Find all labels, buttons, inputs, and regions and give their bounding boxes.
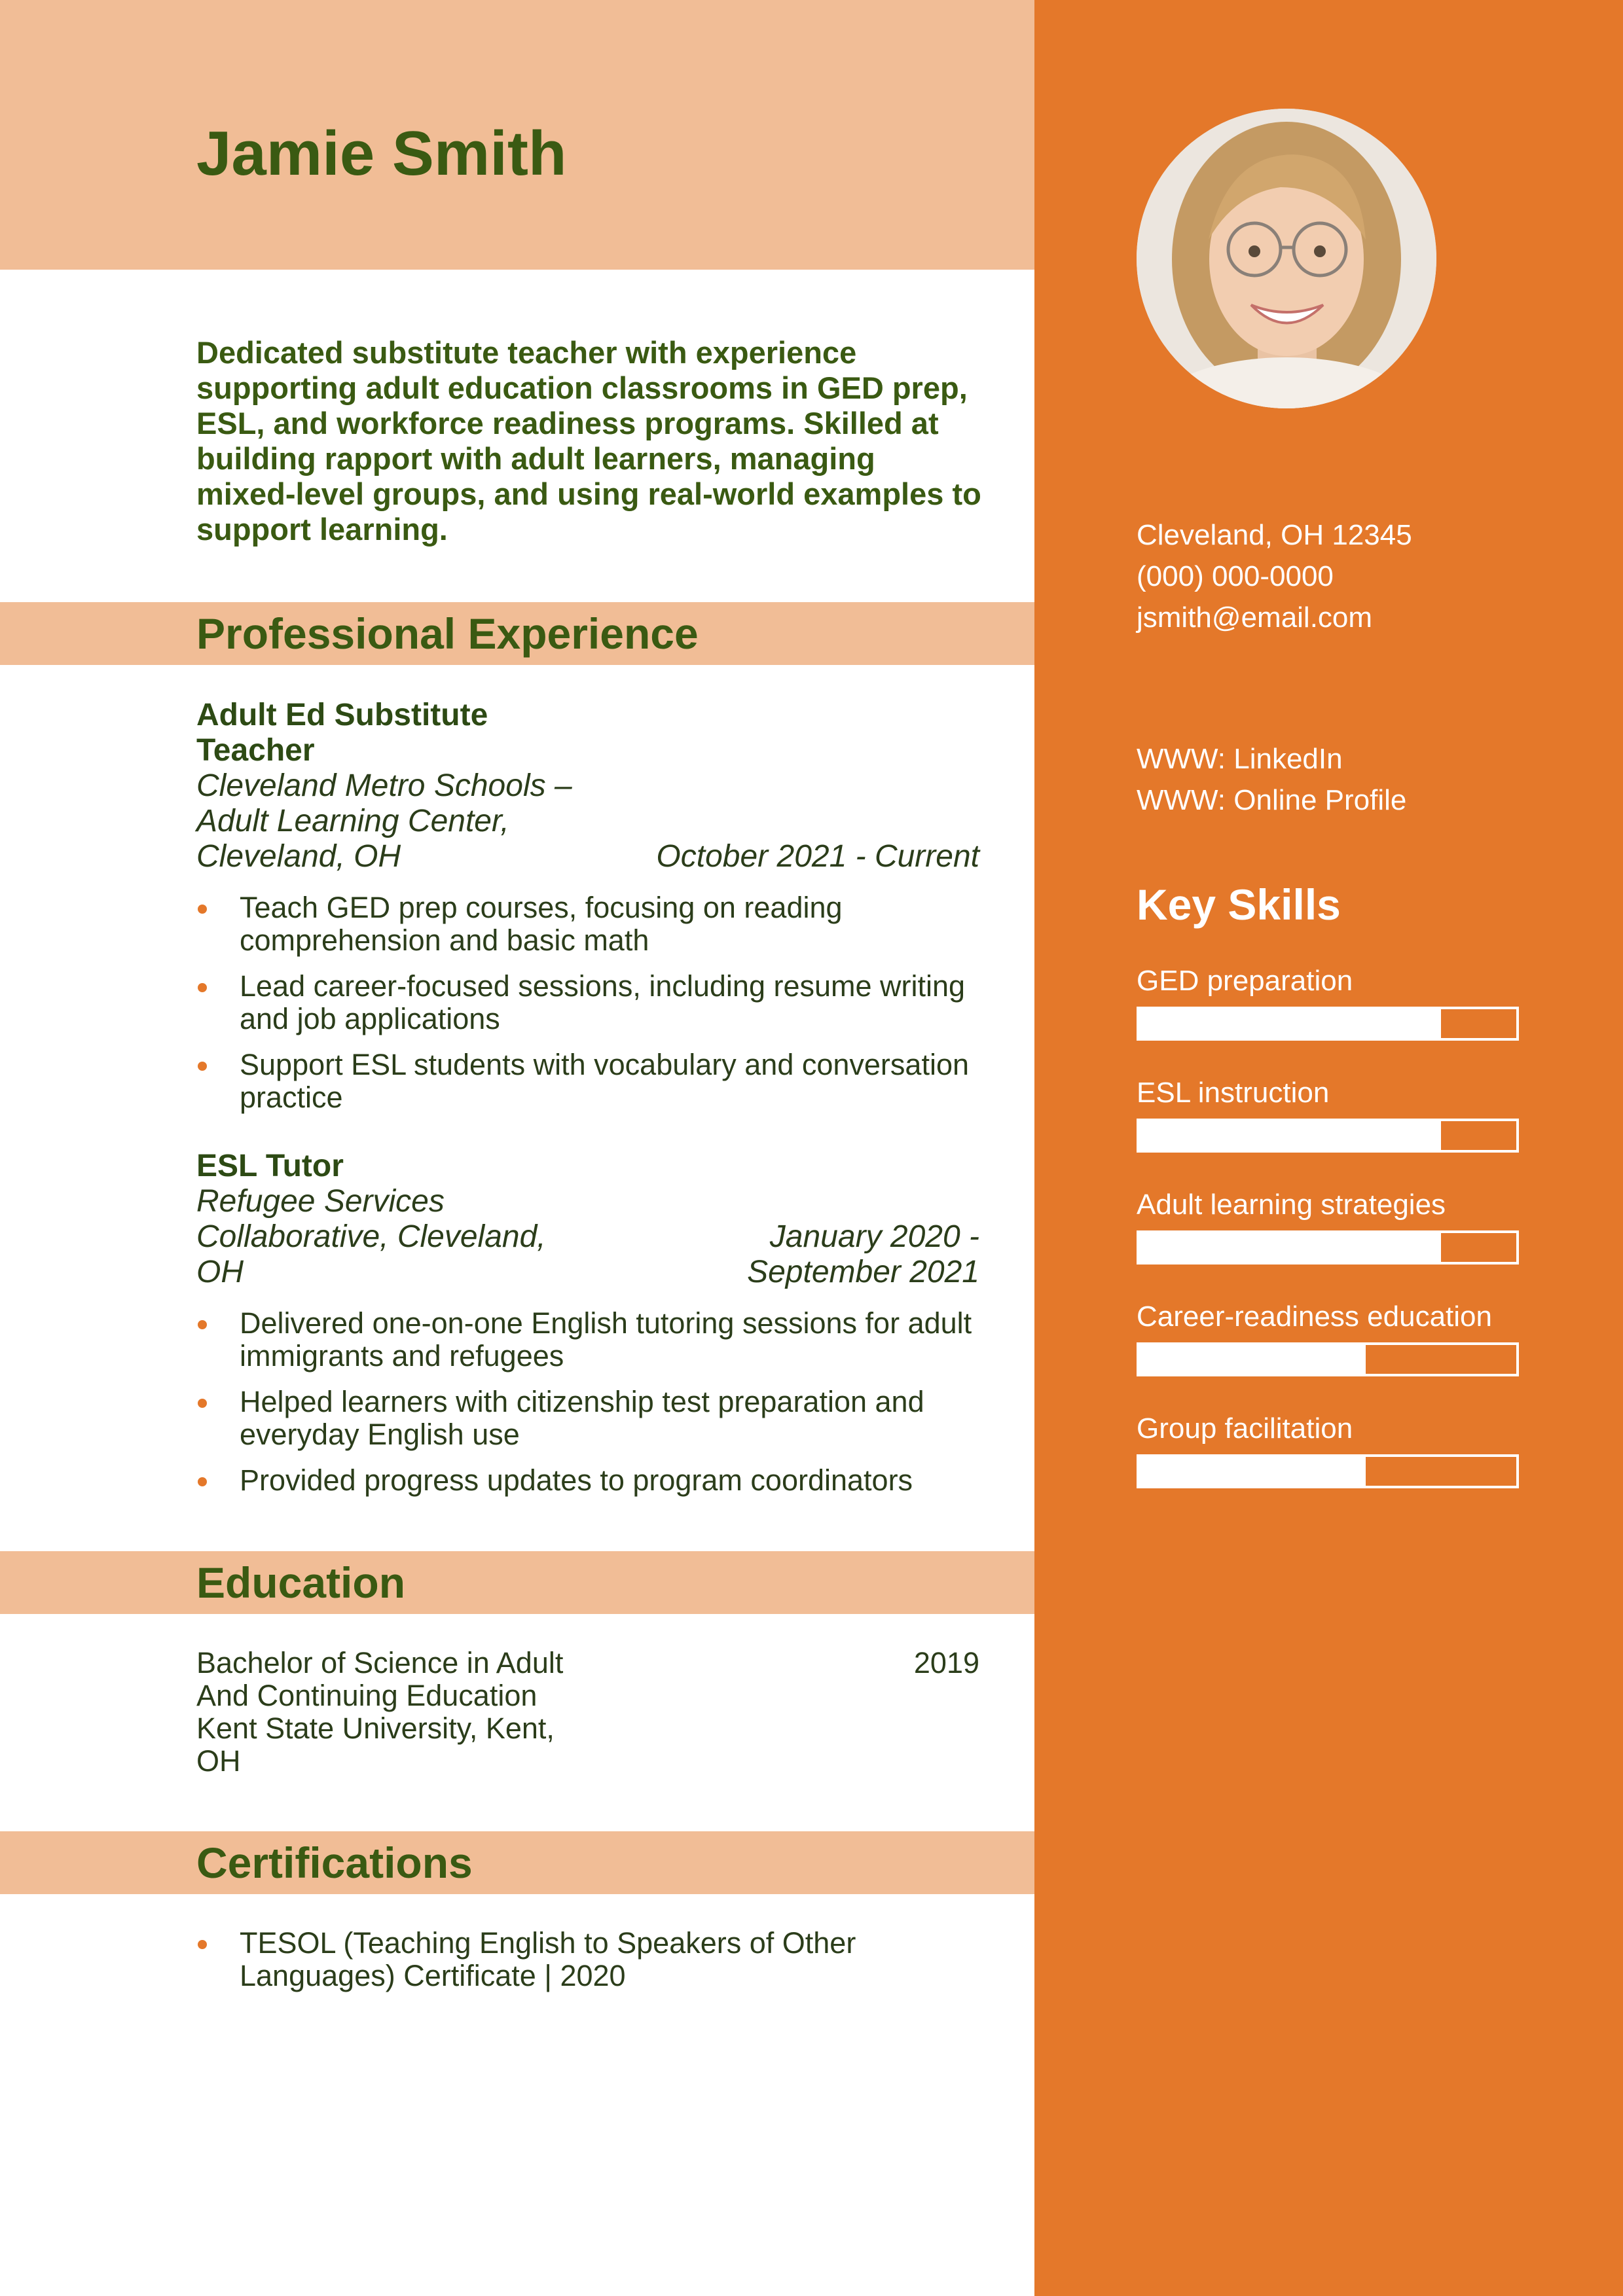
avatar (1137, 109, 1436, 408)
contact-block (1137, 514, 1412, 638)
education-school: Kent State University, Kent, OH (196, 1712, 555, 1778)
links-block (1137, 738, 1406, 821)
list-item: TESOL (Teaching English to Speakers of Other Languages) Certificate | 2020 (196, 1927, 979, 1992)
linkedin-link[interactable]: WWW: LinkedIn (1137, 743, 1343, 775)
education-heading: Education (196, 1558, 406, 1607)
summary-text: Dedicated substitute teacher with experience supporting adult education classrooms in GED prep, ESL, and workforce readiness programs. Skilled at building rapport with adult learners, managing mixed-level groups, and using real-world examples to support learning. (196, 335, 981, 547)
job-date: January 2020 - September 2021 (747, 1219, 979, 1289)
education-entry (196, 1647, 979, 1778)
job-organization: Cleveland Metro Schools – Adult Learning Center, Cleveland, OH (196, 768, 572, 874)
certifications-band (0, 1831, 1034, 1894)
skill-label: Adult learning strategies (1137, 1189, 1446, 1221)
skill-bar (1137, 1454, 1519, 1488)
portrait-photo-icon (1137, 109, 1436, 408)
list-item: Support ESL students with vocabulary and conversation practice (196, 1049, 979, 1114)
skill-label: ESL instruction (1137, 1077, 1330, 1109)
education-band (0, 1551, 1034, 1614)
contact-phone: (000) 000-0000 (1137, 560, 1334, 592)
education-degree: Bachelor of Science in Adult And Continuing Education (196, 1646, 564, 1712)
contact-address: Cleveland, OH 12345 (1137, 519, 1412, 551)
skill-bar (1137, 1230, 1519, 1265)
skill-item (1137, 1075, 1519, 1153)
sidebar (1034, 0, 1623, 2296)
skill-item (1137, 1411, 1519, 1488)
list-item: Provided progress updates to program coordinators (196, 1464, 979, 1497)
education-year: 2019 (913, 1646, 979, 1679)
job-bullets (196, 1307, 979, 1497)
job-organization: Refugee Services Collaborative, Cleveland, OH (196, 1184, 546, 1289)
skill-bar (1137, 1119, 1519, 1153)
job-bullets (196, 891, 979, 1114)
skill-bar-fill (1139, 1457, 1366, 1486)
list-item: Lead career-focused sessions, including resume writing and job applications (196, 970, 979, 1035)
skill-item (1137, 1299, 1519, 1376)
skill-bar-fill (1139, 1009, 1441, 1038)
skill-label: GED preparation (1137, 965, 1353, 997)
skill-item (1137, 963, 1519, 1041)
list-item: Helped learners with citizenship test preparation and everyday English use (196, 1386, 979, 1451)
skill-bar (1137, 1342, 1519, 1376)
contact-email[interactable]: jsmith@email.com (1137, 601, 1373, 634)
list-item: Teach GED prep courses, focusing on reading comprehension and basic math (196, 891, 979, 957)
online-profile-link[interactable]: WWW: Online Profile (1137, 784, 1407, 816)
skill-bar-fill (1139, 1233, 1441, 1262)
skill-bar (1137, 1007, 1519, 1041)
list-item: Delivered one-on-one English tutoring sessions for adult immigrants and refugees (196, 1307, 979, 1372)
job-title: ESL Tutor (196, 1149, 344, 1183)
skill-bar-fill (1139, 1345, 1366, 1374)
skill-bar-fill (1139, 1121, 1441, 1150)
skill-label: Group facilitation (1137, 1412, 1353, 1444)
job-entry-1 (196, 698, 979, 1127)
certifications-heading: Certifications (196, 1839, 473, 1887)
job-date: October 2021 - Current (656, 839, 979, 874)
skill-label: Career-readiness education (1137, 1300, 1492, 1333)
experience-heading: Professional Experience (196, 609, 699, 658)
skill-item (1137, 1187, 1519, 1265)
job-title: Adult Ed Substitute Teacher (196, 698, 488, 768)
job-entry-2 (196, 1149, 979, 1510)
skills-heading: Key Skills (1137, 880, 1341, 929)
candidate-name: Jamie Smith (196, 118, 567, 188)
certifications-list (196, 1927, 979, 2005)
